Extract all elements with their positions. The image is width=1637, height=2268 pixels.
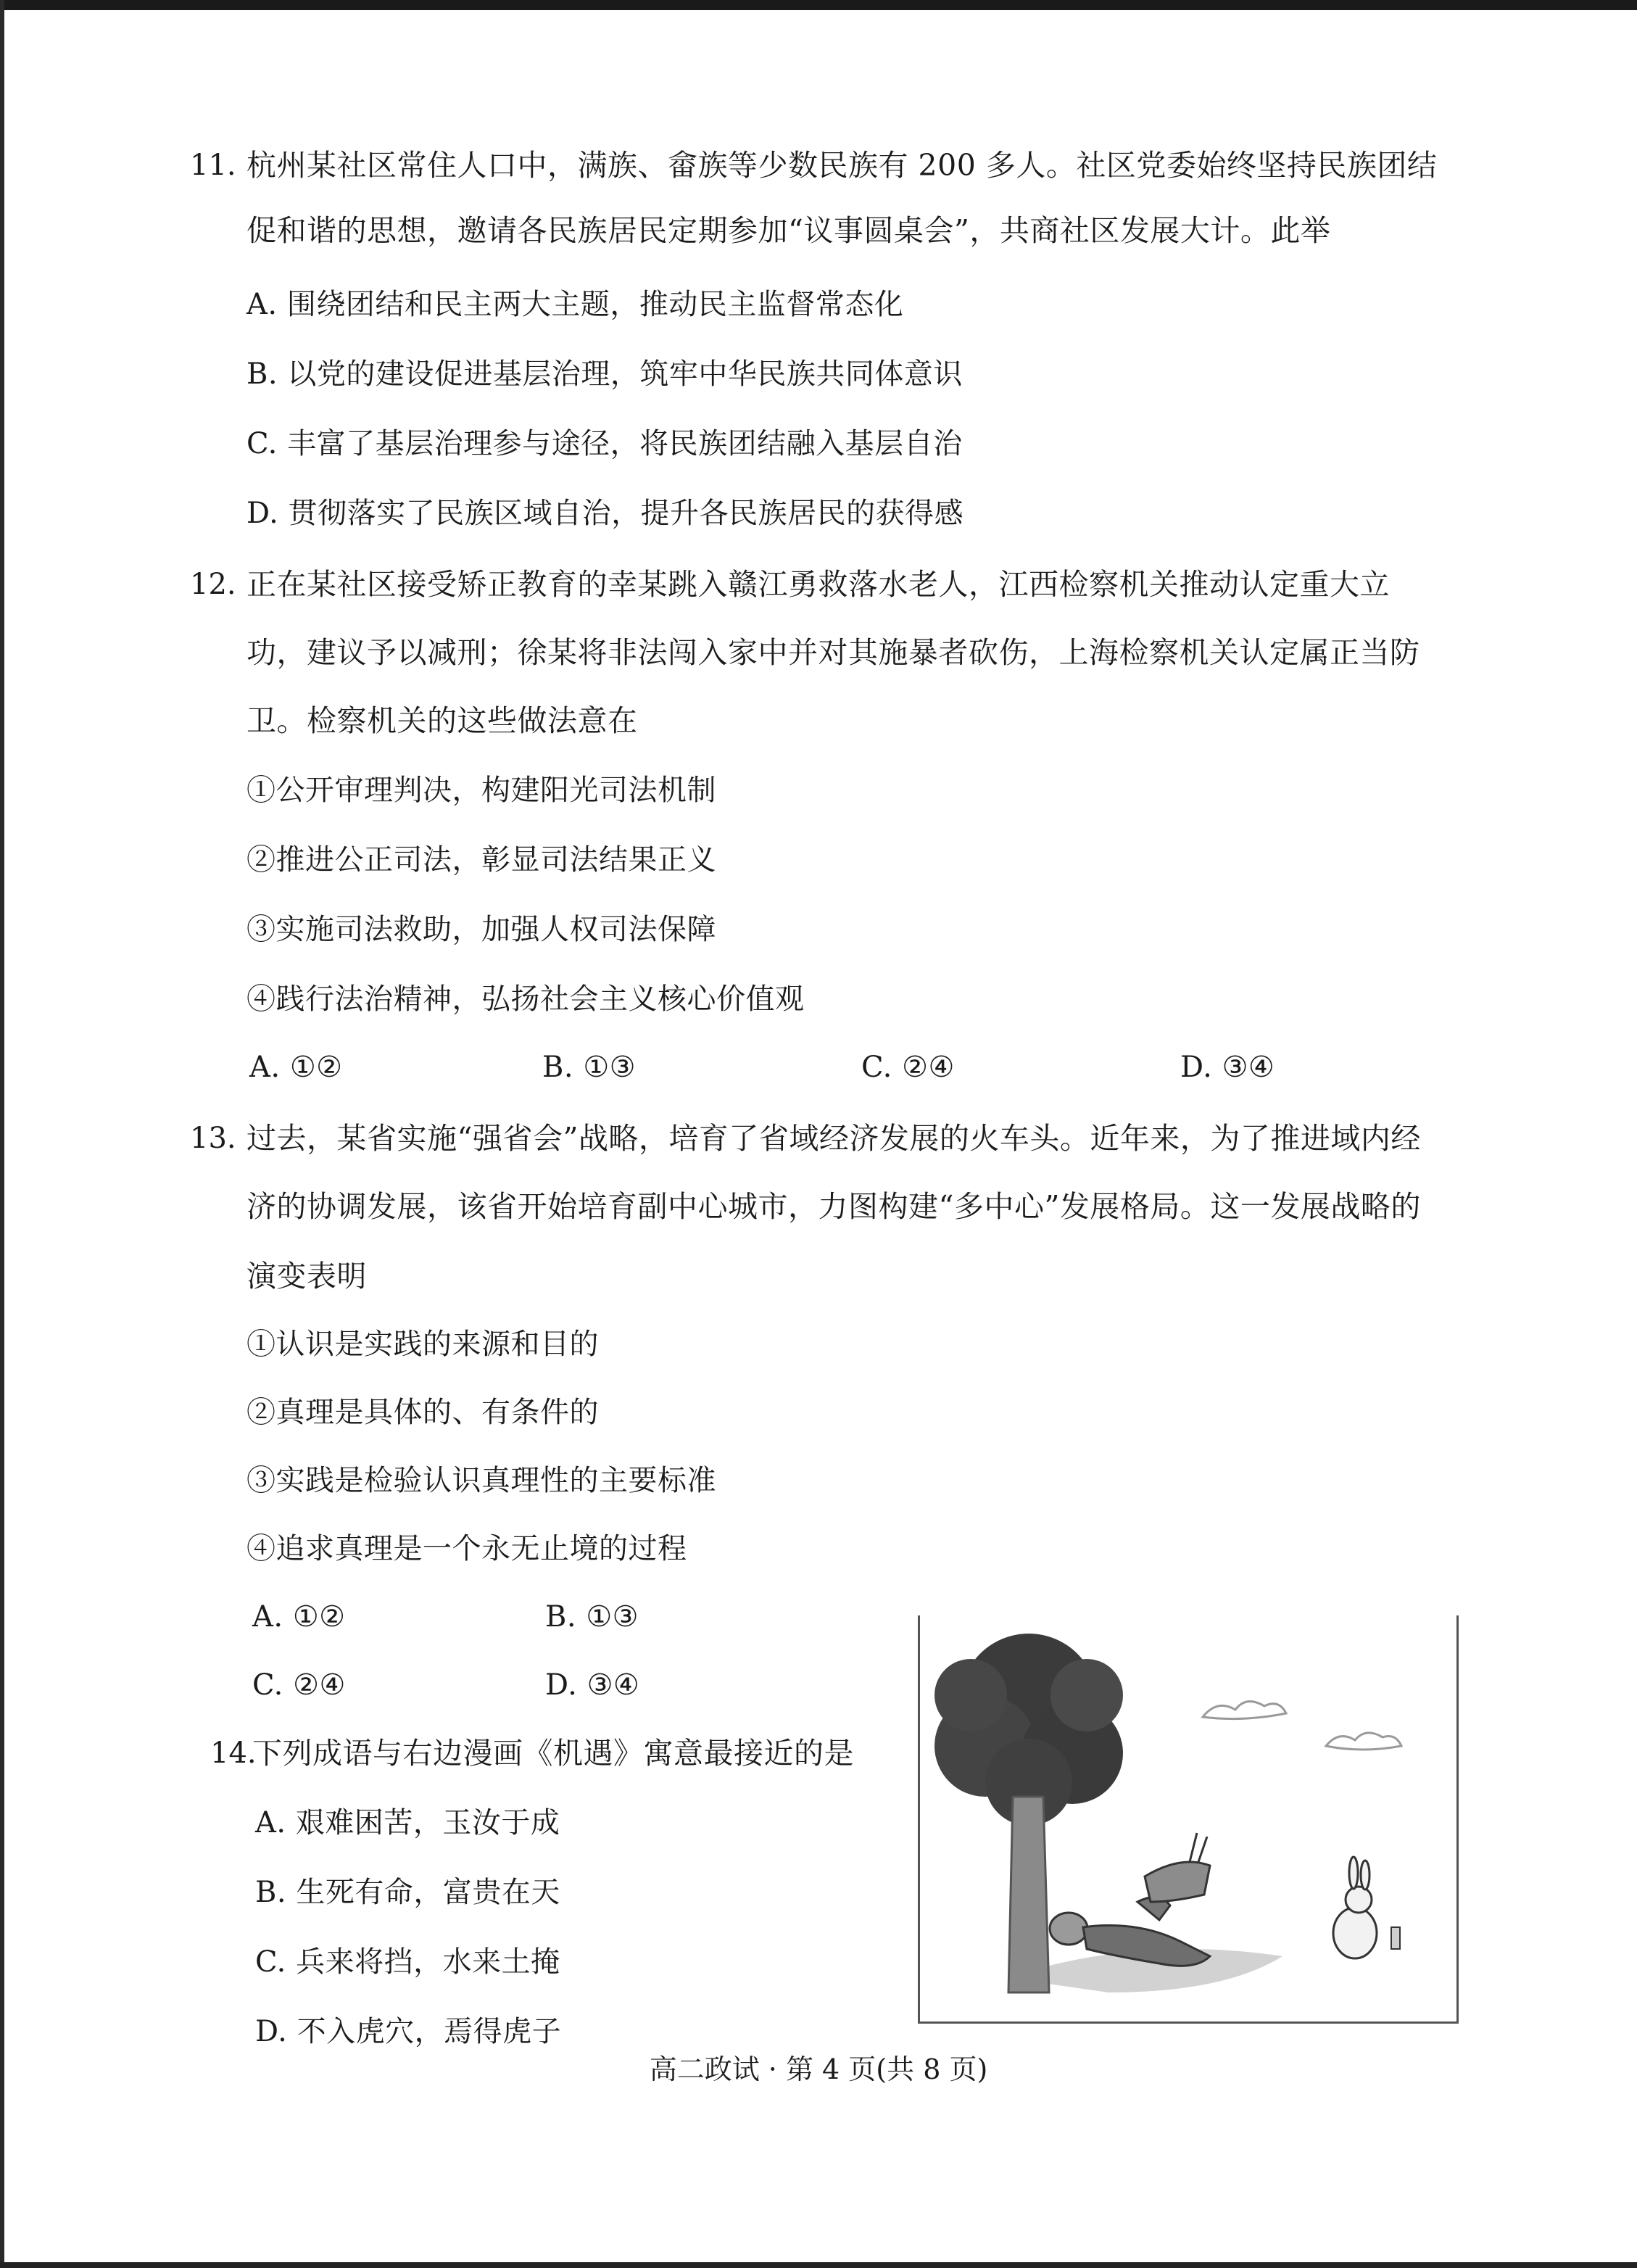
option-c: C. ②④ — [861, 1051, 955, 1084]
option-b: B. 生死有命，富贵在天 — [255, 1876, 560, 1909]
cartoon-illustration — [918, 1615, 1459, 2024]
question-number: 13. — [190, 1122, 236, 1155]
small-post — [1391, 1927, 1400, 1949]
question-stem-line: 下列成语与右边漫画《机遇》寓意最接近的是 — [252, 1736, 854, 1771]
question-number: 11. — [190, 149, 236, 182]
option-a: A. 围绕团结和民主两大主题，推动民主监督常态化 — [246, 288, 904, 321]
option-d: D. ③④ — [1180, 1051, 1275, 1084]
option-c: C. ②④ — [252, 1668, 346, 1702]
option-a: A. 艰难困苦，玉汝于成 — [255, 1806, 560, 1839]
statement-item: ①认识是实践的来源和目的 — [246, 1328, 599, 1361]
statement-item: ④践行法治精神，弘扬社会主义核心价值观 — [246, 982, 805, 1016]
question-stem-line: 杭州某社区常住人口中，满族、畲族等少数民族有 200 多人。社区党委始终坚持民族团结 — [246, 148, 1438, 183]
option-b: B. 以党的建设促进基层治理，筑牢中华民族共同体意识 — [246, 357, 963, 391]
page-footer: 高二政试 · 第 4 页(共 8 页) — [649, 2053, 988, 2085]
option-d: D. 贯彻落实了民族区域自治，提升各民族居民的获得感 — [246, 497, 964, 530]
sleeping-man — [1050, 1897, 1210, 1966]
question-stem-line: 过去，某省实施“强省会”战略，培育了省域经济发展的火车头。近年来，为了推进域内经 — [246, 1121, 1421, 1156]
statement-item: ①公开审理判决，构建阳光司法机制 — [246, 774, 716, 807]
question-number: 12. — [190, 568, 236, 601]
question-stem-line: 卫。检察机关的这些做法意在 — [246, 703, 638, 738]
question-stem-line: 正在某社区接受矫正教育的幸某跳入赣江勇救落水老人，江西检察机关推动认定重大立 — [246, 567, 1390, 602]
option-c: C. 兵来将挡，水来土掩 — [255, 1945, 560, 1979]
question-number: 14. — [210, 1737, 257, 1770]
statement-item: ②真理是具体的、有条件的 — [246, 1396, 599, 1429]
option-d: D. ③④ — [545, 1668, 640, 1702]
option-d: D. 不入虎穴，焉得虎子 — [255, 2015, 562, 2048]
question-stem-line: 功，建议予以减刑；徐某将非法闯入家中并对其施暴者砍伤，上海检察机关认定属正当防 — [246, 635, 1420, 670]
statement-item: ③实施司法救助，加强人权司法保障 — [246, 913, 716, 946]
tree-trunk — [1008, 1797, 1049, 1992]
option-b: B. ①③ — [542, 1051, 637, 1084]
question-stem-line: 促和谐的思想，邀请各民族居民定期参加“议事圆桌会”，共商社区发展大计。此举 — [246, 213, 1331, 248]
cartoon-svg — [920, 1615, 1456, 2021]
rabbit — [1333, 1857, 1377, 1958]
scan-left-edge — [0, 0, 4, 2268]
clouds — [1203, 1702, 1401, 1750]
question-stem-line: 演变表明 — [246, 1259, 367, 1294]
question-stem-line: 济的协调发展，该省开始培育副中心城市，力图构建“多中心”发展格局。这一发展战略的 — [246, 1189, 1421, 1224]
statement-item: ②推进公正司法，彰显司法结果正义 — [246, 843, 716, 877]
option-b: B. ①③ — [545, 1600, 639, 1634]
option-a: A. ①② — [252, 1600, 346, 1634]
statement-item: ③实践是检验认识真理性的主要标准 — [246, 1464, 716, 1497]
basket — [1145, 1833, 1210, 1902]
statement-item: ④追求真理是一个永无止境的过程 — [246, 1532, 687, 1565]
option-c: C. 丰富了基层治理参与途径，将民族团结融入基层自治 — [246, 427, 963, 460]
option-a: A. ①② — [249, 1051, 343, 1084]
scan-bottom-edge — [0, 2262, 1637, 2268]
scan-top-edge — [0, 0, 1637, 10]
